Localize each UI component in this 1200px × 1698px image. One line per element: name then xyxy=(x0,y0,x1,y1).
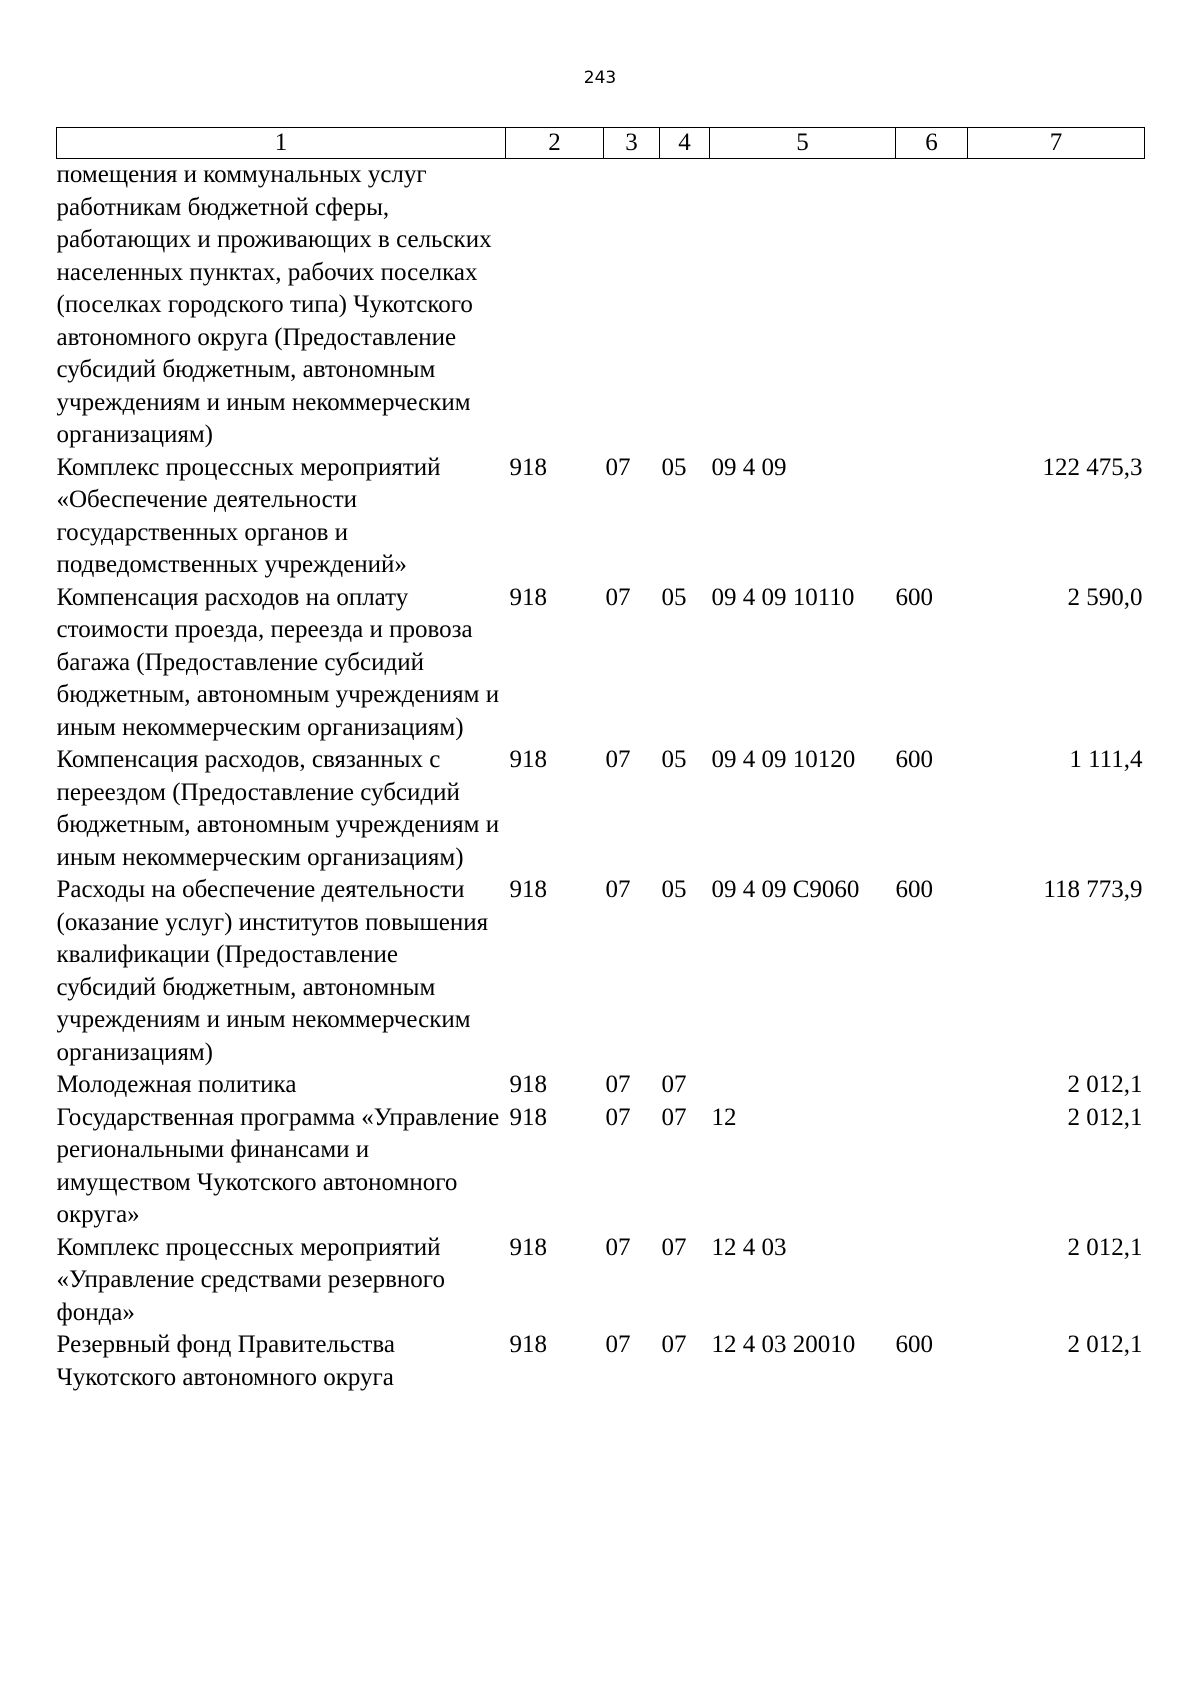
page-number: 243 xyxy=(583,68,617,88)
budget-table xyxy=(56,127,1145,1394)
item-name: Резервный фонд Правительства Чукотского автономного округа xyxy=(56,1331,395,1391)
target-article-code: 12 4 03 20010 xyxy=(711,1331,856,1358)
section-code: 07 xyxy=(605,1331,631,1358)
table-row xyxy=(57,1102,1145,1232)
item-name: Расходы на обеспечение деятельности (оказание услуг) институтов повышения квалификации (Предоставление субсидий бюджетным, автономным учреждениям и иным некоммерческим организациям) xyxy=(56,876,489,1066)
subsection-code: 07 xyxy=(661,1331,687,1358)
header-col-6: 6 xyxy=(896,128,968,159)
target-article-code: 09 4 09 10110 xyxy=(711,583,855,611)
header-col-1: 1 xyxy=(57,128,506,159)
table-body xyxy=(57,159,1145,1395)
item-name: Компенсация расходов на оплату стоимости проезда, переезда и провоза багажа (Предоставление субсидий бюджетным, автономным учреждениям и иным некоммерческим организациям) xyxy=(56,583,500,741)
item-name: Компенсация расходов, связанных с переездом (Предоставление субсидий бюджетным, автономным учреждениям и иным некоммерческим организациям) xyxy=(56,746,500,871)
expense-type-code xyxy=(896,1102,968,1232)
amount: 1 111,4 xyxy=(1069,746,1143,773)
expense-type-code xyxy=(896,1232,968,1330)
section-code xyxy=(604,159,660,452)
subsection-code: 05 xyxy=(661,583,687,611)
section-code: 07 xyxy=(605,583,631,611)
subsection-code: 05 xyxy=(661,453,687,481)
item-name: помещения и коммунальных услуг работникам бюджетной сферы, работающих и проживающих в сельских населенных пунктах, рабочих поселках (поселках городского типа) Чукотского автономного округа (Предоставление субсидий бюджетным, автономным учреждениям и иным некоммерческим организациям) xyxy=(56,161,492,448)
section-code: 07 xyxy=(605,746,631,773)
subsection-code: 05 xyxy=(661,746,687,773)
target-article-code: 09 4 09 С9060 xyxy=(711,876,860,903)
subsection-code: 05 xyxy=(661,876,687,903)
item-name: Государственная программа «Управление региональными финансами и имуществом Чукотского автономного округа» xyxy=(56,1103,500,1228)
expense-type-code: 600 xyxy=(895,746,933,773)
header-col-7: 7 xyxy=(968,128,1145,159)
section-code: 07 xyxy=(605,1071,631,1098)
target-article-code: 12 xyxy=(711,1103,737,1131)
table-row xyxy=(57,744,1145,874)
ministry-code: 918 xyxy=(509,746,547,773)
table-row xyxy=(57,874,1145,1069)
target-article-code xyxy=(710,1069,896,1102)
section-code: 07 xyxy=(605,1103,631,1131)
ministry-code xyxy=(506,159,604,452)
amount xyxy=(968,159,1145,452)
expense-type-code xyxy=(896,159,968,452)
item-name: Комплекс процессных мероприятий «Управление средствами резервного фонда» xyxy=(56,1233,445,1326)
table-row xyxy=(57,159,1145,452)
section-code: 07 xyxy=(605,453,631,481)
ministry-code: 918 xyxy=(509,1071,547,1098)
amount: 2 590,0 xyxy=(1067,583,1143,611)
subsection-code: 07 xyxy=(661,1233,687,1261)
target-article-code xyxy=(710,159,896,452)
amount: 122 475,3 xyxy=(1042,453,1143,481)
target-article-code: 09 4 09 xyxy=(711,453,787,481)
ministry-code: 918 xyxy=(509,876,547,903)
item-name: Комплекс процессных мероприятий «Обеспечение деятельности государственных органов и подведомственных учреждений» xyxy=(56,453,441,578)
section-code: 07 xyxy=(605,876,631,903)
amount: 2 012,1 xyxy=(1067,1071,1143,1098)
expense-type-code xyxy=(896,452,968,582)
table-row xyxy=(57,1329,1145,1394)
amount: 2 012,1 xyxy=(1067,1331,1143,1358)
table-row xyxy=(57,452,1145,582)
subsection-code: 07 xyxy=(661,1071,687,1098)
header-col-4: 4 xyxy=(660,128,710,159)
expense-type-code: 600 xyxy=(895,1331,933,1358)
subsection-code xyxy=(660,159,710,452)
ministry-code: 918 xyxy=(509,1331,547,1358)
amount: 2 012,1 xyxy=(1067,1233,1143,1261)
expense-type-code: 600 xyxy=(895,583,933,611)
table-row xyxy=(57,582,1145,745)
ministry-code: 918 xyxy=(509,453,547,481)
ministry-code: 918 xyxy=(509,1103,547,1131)
header-col-5: 5 xyxy=(710,128,896,159)
amount: 118 773,9 xyxy=(1043,876,1143,903)
target-article-code: 12 4 03 xyxy=(711,1233,787,1261)
expense-type-code xyxy=(896,1069,968,1102)
ministry-code: 918 xyxy=(509,1233,547,1261)
target-article-code: 09 4 09 10120 xyxy=(711,746,856,773)
section-code: 07 xyxy=(605,1233,631,1261)
header-col-2: 2 xyxy=(506,128,604,159)
subsection-code: 07 xyxy=(661,1103,687,1131)
amount: 2 012,1 xyxy=(1067,1103,1143,1131)
table-header xyxy=(57,128,1145,159)
table-row xyxy=(57,1232,1145,1330)
item-name: Молодежная политика xyxy=(56,1071,297,1098)
expense-type-code: 600 xyxy=(895,876,933,903)
header-col-3: 3 xyxy=(604,128,660,159)
table-row xyxy=(57,1069,1145,1102)
header-row xyxy=(57,128,1145,159)
ministry-code: 918 xyxy=(509,583,547,611)
